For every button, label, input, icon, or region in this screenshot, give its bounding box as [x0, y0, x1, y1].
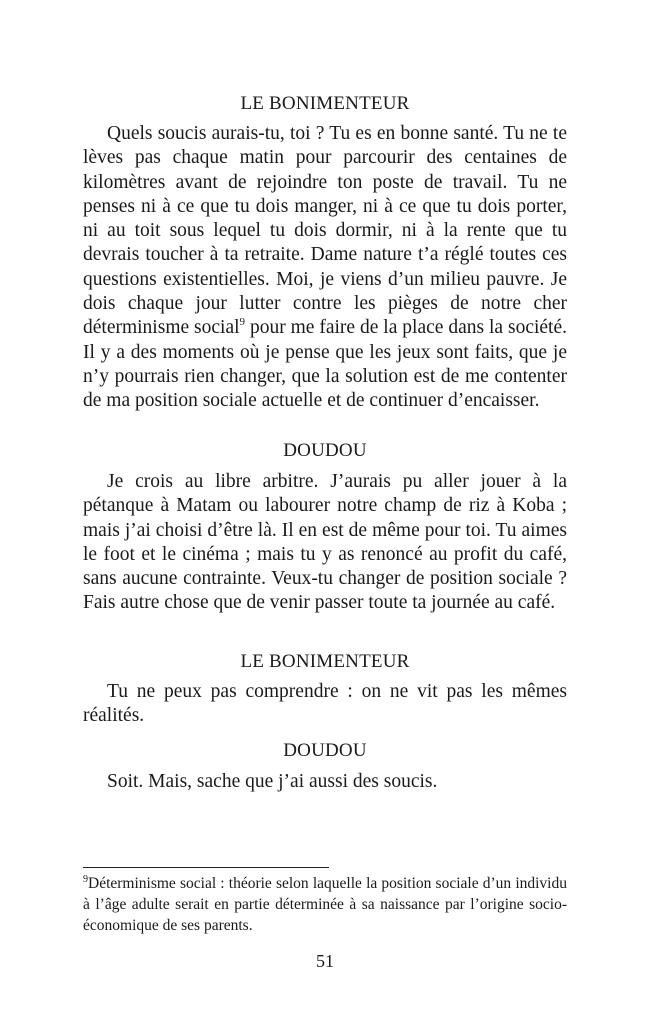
speaker-le-bonimenteur: LE BONIMENTEUR: [240, 93, 410, 114]
footnote-text: Déterminisme social : théorie selon laquelle la position sociale d’un individu à l’âge adulte serait en partie déterminée à sa naissance par l’origine socio-économique de ses parents.: [83, 875, 567, 934]
dialogue-paragraph-bonimenteur: [83, 122, 567, 414]
dialogue-paragraph-doudou: Soit. Mais, sache que j’ai aussi des soucis.: [107, 771, 438, 792]
speaker-doudou: DOUDOU: [283, 440, 367, 461]
speaker-doudou: DOUDOU: [283, 740, 367, 761]
footnote-reference: 9: [239, 316, 246, 329]
speaker-le-bonimenteur: LE BONIMENTEUR: [240, 651, 410, 672]
dialogue-paragraph-doudou: Je crois au libre arbitre. J’aurais pu aller jouer à la pétanque à Matam ou labourer notre champ de riz à Koba ; mais j’ai choisi d’être là. Il en est de même pour toi. Tu aimes le foot et le cinéma ; mais tu y as renoncé au profit du café, sans aucune contrainte. Veux-tu changer de position sociale ? Fais autre chose que de venir passer toute ta journée au café.: [83, 471, 567, 614]
paragraph-text-after-note: pour me faire de la place dans la société. Il y a des moments où je pense que les jeux sont faits, que je n’y pourrais rien changer, que la solution est de me contenter de ma position sociale actuelle et de continuer d’encaisser.: [83, 317, 567, 412]
page-number: 51: [316, 951, 334, 971]
book-page: [83, 0, 567, 1035]
footnote: [83, 873, 567, 936]
footnote-marker: 9: [83, 874, 88, 885]
dialogue-paragraph-bonimenteur: Tu ne peux pas comprendre : on ne vit pas les mêmes réalités.: [83, 681, 567, 727]
paragraph-text-before-note: Quels soucis aurais-tu, toi ? Tu es en bonne santé. Tu ne te lèves pas chaque matin pour parcourir des centaines de kilomètres avant de rejoindre ton poste de travail. Tu ne penses ni à ce que tu dois manger, ni à ce que tu dois porter, ni au toit sous lequel tu dois dormir, ni à la rente que tu devrais toucher à ta retraite. Dame nature t’a réglé toutes ces questions existentielles. Moi, je viens d’un milieu pauvre. Je dois chaque jour lutter contre les pièges de notre cher déterminisme social: [83, 123, 567, 339]
footnote-divider: [83, 867, 329, 868]
